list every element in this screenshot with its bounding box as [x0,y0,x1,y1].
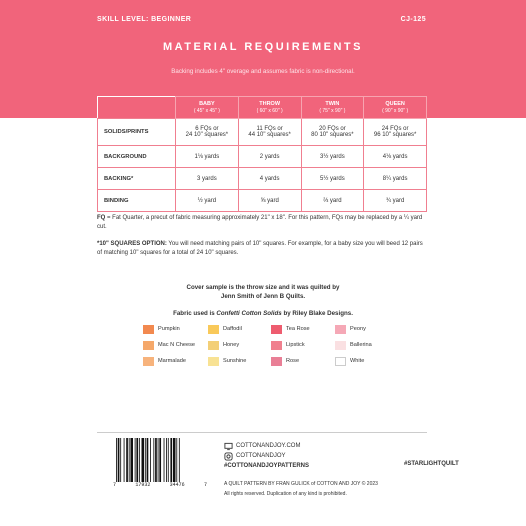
row-label: BINDING [98,190,176,212]
table-row [98,146,427,168]
barcode-bar [135,438,136,482]
table-cell: ⅝ yard [238,190,301,212]
barcode [113,438,207,488]
squares-note: *10" SQUARES OPTION: You will need matching pairs of 10" squares. For example, for a baby size you will beed 12 pairs of matching 10" squares for a total of 24 10" squares. [97,241,423,256]
table-corner [98,97,176,119]
swatch-chip [143,357,154,366]
table-cell: ½ yard [176,190,239,212]
barcode-bar [142,438,145,482]
swatch-chip [208,357,219,366]
website-row [224,441,309,451]
social-block [224,441,459,471]
fq-note: FQ = Fat Quarter, a precut of fabric measuring approximately 21" x 18". For this pattern, FQs may be replaced by a ¼ yard cut. [97,215,423,230]
barcode-bar [173,438,176,482]
material-table [97,96,427,212]
barcode-bar [150,438,151,482]
barcode-bar [118,438,120,482]
barcode-bar [120,438,121,482]
barcode-bar [166,438,167,482]
table-cell: 5½ yards [301,168,364,190]
swatch-chip [143,325,154,334]
table-cell: ⅔ yard [301,190,364,212]
barcode-digits: 7 17932 34476 7 [113,482,207,488]
row-label: BACKGROUND [98,146,176,168]
skill-level: SKILL LEVEL: BEGINNER [97,16,192,23]
barcode-bar [130,438,133,482]
pattern-code: CJ-125 [400,16,426,23]
row-label: BACKING* [98,168,176,190]
fabric-line: Fabric used is Confetti Cotton Solids by Riley Blake Designs. [173,310,353,317]
swatch-chip [143,341,154,350]
swatch-chip [271,325,282,334]
instagram-handle[interactable]: COTTONANDJOY [236,453,286,459]
column-header-baby: BABY ( 45" x 45" ) [176,97,239,119]
barcode-bar [126,438,128,482]
swatch-chip [335,357,346,366]
table-cell: 1⅛ yards [176,146,239,168]
instagram-icon [224,452,233,461]
table-cell: 3½ yards [301,146,364,168]
pattern-credit: A QUILT PATTERN BY FRAN GULICK of COTTON AND JOY © 2023 [224,481,378,487]
barcode-bar [116,438,117,482]
table-cell: ¾ yard [364,190,427,212]
barcode-bar [129,438,130,482]
barcode-bar [155,438,157,482]
table-cell: 24 FQs or 96 10" squares* [364,119,427,146]
divider [97,432,427,433]
table-header-row [98,97,427,119]
barcode-bar [145,438,146,482]
barcode-bar [168,438,169,482]
table-cell: 3 yards [176,168,239,190]
table-cell: 6 FQs or 24 10" squares* [176,119,239,146]
swatch-chip [271,357,282,366]
barcode-bar [179,438,180,482]
barcode-bar [158,438,159,482]
table-cell: 4⅛ yards [364,146,427,168]
barcode-bar [124,438,125,482]
barcode-bar [170,438,172,482]
monitor-icon [224,442,233,451]
swatch-chip [335,325,346,334]
column-header-throw: THROW ( 60" x 60" ) [238,97,301,119]
table-row [98,119,427,146]
rights-notice: All rights reserved. Duplication of any kind is prohibited. [224,491,347,497]
table-cell: 4 yards [238,168,301,190]
color-swatches: Pumpkin Mac N Cheese Marmalade Daffodil Honey Sunshine Tea Rose Lipstick Rose Peony Ballerina White [143,325,383,371]
hashtag-secondary: #STARLIGHTQUILT [404,461,459,467]
barcode-bar [136,438,138,482]
table-row [98,190,427,212]
swatch-chip [208,341,219,350]
hashtag-primary: #COTTONANDJOYPATTERNS [224,463,310,469]
table-cell: 2 yards [238,146,301,168]
swatch-chip [335,341,346,350]
table-cell: 8¼ yards [364,168,427,190]
swatch-chip [271,341,282,350]
website-link[interactable]: COTTONANDJOY.COM [236,443,301,449]
swatch-chip [208,325,219,334]
column-header-queen: QUEEN ( 90" x 90" ) [364,97,427,119]
barcode-bar [147,438,149,482]
barcode-bars [116,438,204,482]
barcode-bar [176,438,177,482]
column-header-twin: TWIN ( 75" x 90" ) [301,97,364,119]
barcode-bar [164,438,165,482]
cover-credit: Cover sample is the throw size and it was quilted by Jenn Smith of Jenn B Quilts. [186,284,340,300]
backing-note: Backing includes 4" overage and assumes fabric is non-directional. [171,68,355,75]
page-title: MATERIAL REQUIREMENTS [163,41,363,53]
table-row [98,168,427,190]
barcode-bar [153,438,154,482]
table-cell: 20 FQs or 80 10" squares* [301,119,364,146]
barcode-bar [139,438,140,482]
row-label: SOLIDS/PRINTS [98,119,176,146]
table-cell: 11 FQs or 44 10" squares* [238,119,301,146]
instagram-row [224,451,309,461]
barcode-bar [159,438,161,482]
